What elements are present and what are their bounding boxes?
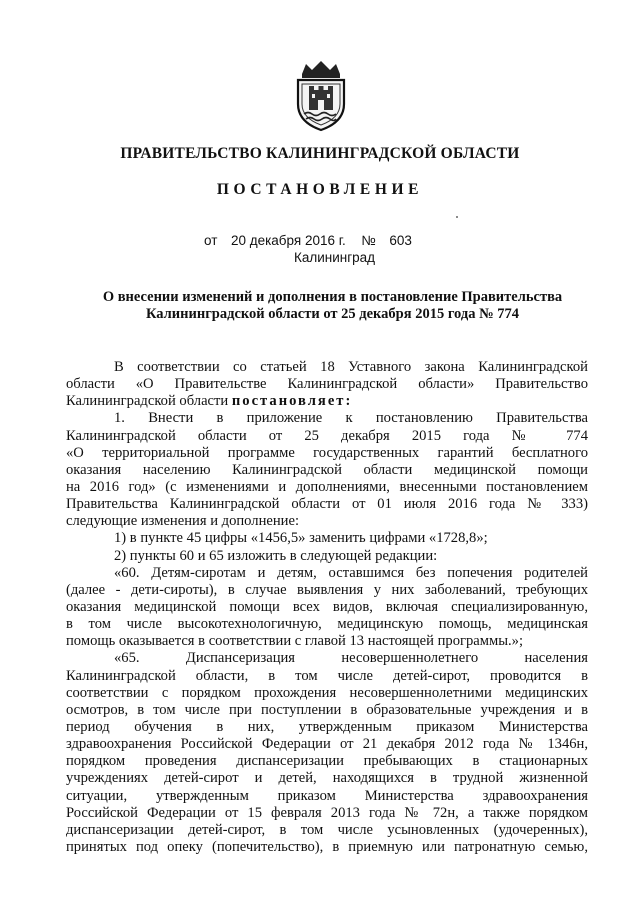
list-item: 2) пункты 60 и 65 изложить в следующей редакции: <box>114 547 438 564</box>
body-line <box>66 393 588 410</box>
date-number-line <box>204 233 412 248</box>
body-line: диспансеризации детей-сирот, в том числе усыновленных (удочеренных), <box>66 821 588 838</box>
document-type-heading: ПОСТАНОВЛЕНИЕ <box>216 181 424 198</box>
body-text-fragment: Калининградской области <box>66 393 232 410</box>
body-line: осмотров, в том числе при поступлении в образовательные учреждения и в <box>66 701 588 718</box>
body-line: здравоохранения Российской Федерации от 21 декабря 2012 года № 1346н, <box>66 736 588 753</box>
government-title: ПРАВИТЕЛЬСТВО КАЛИНИНГРАДСКОЙ ОБЛАСТИ <box>120 145 520 162</box>
body-line: области «О Правительстве Калининградской области» Правительство <box>66 376 588 393</box>
body-line: (далее - дети-сироты), в случае выявления у них заболеваний, требующих <box>66 581 588 598</box>
body-line: Калининградской области, в том числе детей-сирот, проводится в <box>66 667 588 684</box>
body-line: Правительства Калининградской области от 01 июля 2016 года № 333) <box>66 496 588 513</box>
body-line: оказания медицинской помощи всех видов, включая специализированную, <box>66 598 588 615</box>
date-prefix: от <box>204 233 218 248</box>
subject-line: О внесении изменений и дополнения в постановление Правительства <box>102 289 563 305</box>
body-line: Российской Федерации от 15 февраля 2013 года № 72н, а также порядком <box>66 804 588 821</box>
body-line: в том числе высокотехнологичную, медицинскую помощь, медицинская <box>66 616 588 633</box>
scan-speck <box>456 216 458 218</box>
body-line: ситуации, утвержденным приказом Министерства здравоохранения <box>66 787 588 804</box>
body-line: соответствии с порядком прохождения несовершеннолетними медицинских <box>66 684 588 701</box>
document-date: 20 декабря 2016 г. <box>230 233 346 248</box>
body-line: помощь оказывается в соответствии с главой 13 настоящей программы.»; <box>66 633 524 650</box>
body-line: оказания населению Калининградской области медицинской помощи <box>66 461 588 478</box>
body-line: учреждениях детей-сирот и детей, находящихся в трудной жизненной <box>66 770 588 787</box>
coat-of-arms-emblem <box>292 60 350 132</box>
body-line: на 2016 год» (с изменениями и дополнениями, внесенными постановлением <box>66 478 588 495</box>
body-line: порядком проведения диспансеризации пребывающих в стационарных <box>66 753 588 770</box>
document-number: 603 <box>389 233 412 248</box>
body-line: 1. Внести в приложение к постановлению Правительства <box>114 410 588 427</box>
document-subject <box>60 289 605 323</box>
decree-keyword: постановляет: <box>231 393 353 410</box>
body-line: «60. Детям-сиротам и детям, оставшимся без попечения родителей <box>114 564 588 581</box>
number-sign: № <box>361 233 376 248</box>
body-line: В соответствии со статьей 18 Уставного закона Калининградской <box>114 359 588 375</box>
list-item: 1) в пункте 45 цифры «1456,5» заменить цифрами «1728,8»; <box>114 530 488 547</box>
body-line: принятых под опеку (попечительство), в приемную или патронатную семью, <box>66 838 588 855</box>
city-name: Калининград <box>294 250 376 265</box>
body-line: период обучения в них, утвержденным приказом Министерства <box>66 718 588 735</box>
body-line: «О территориальной программе государственных гарантий бесплатного <box>66 444 588 461</box>
subject-line: Калининградской области от 25 декабря 2015 года № 774 <box>145 306 520 322</box>
body-line: Калининградской области от 25 декабря 2015 года № 774 <box>66 427 588 444</box>
document-body <box>66 359 588 856</box>
body-line: следующие изменения и дополнение: <box>66 513 300 530</box>
body-line: «65. Диспансеризация несовершеннолетнего населения <box>114 650 588 667</box>
